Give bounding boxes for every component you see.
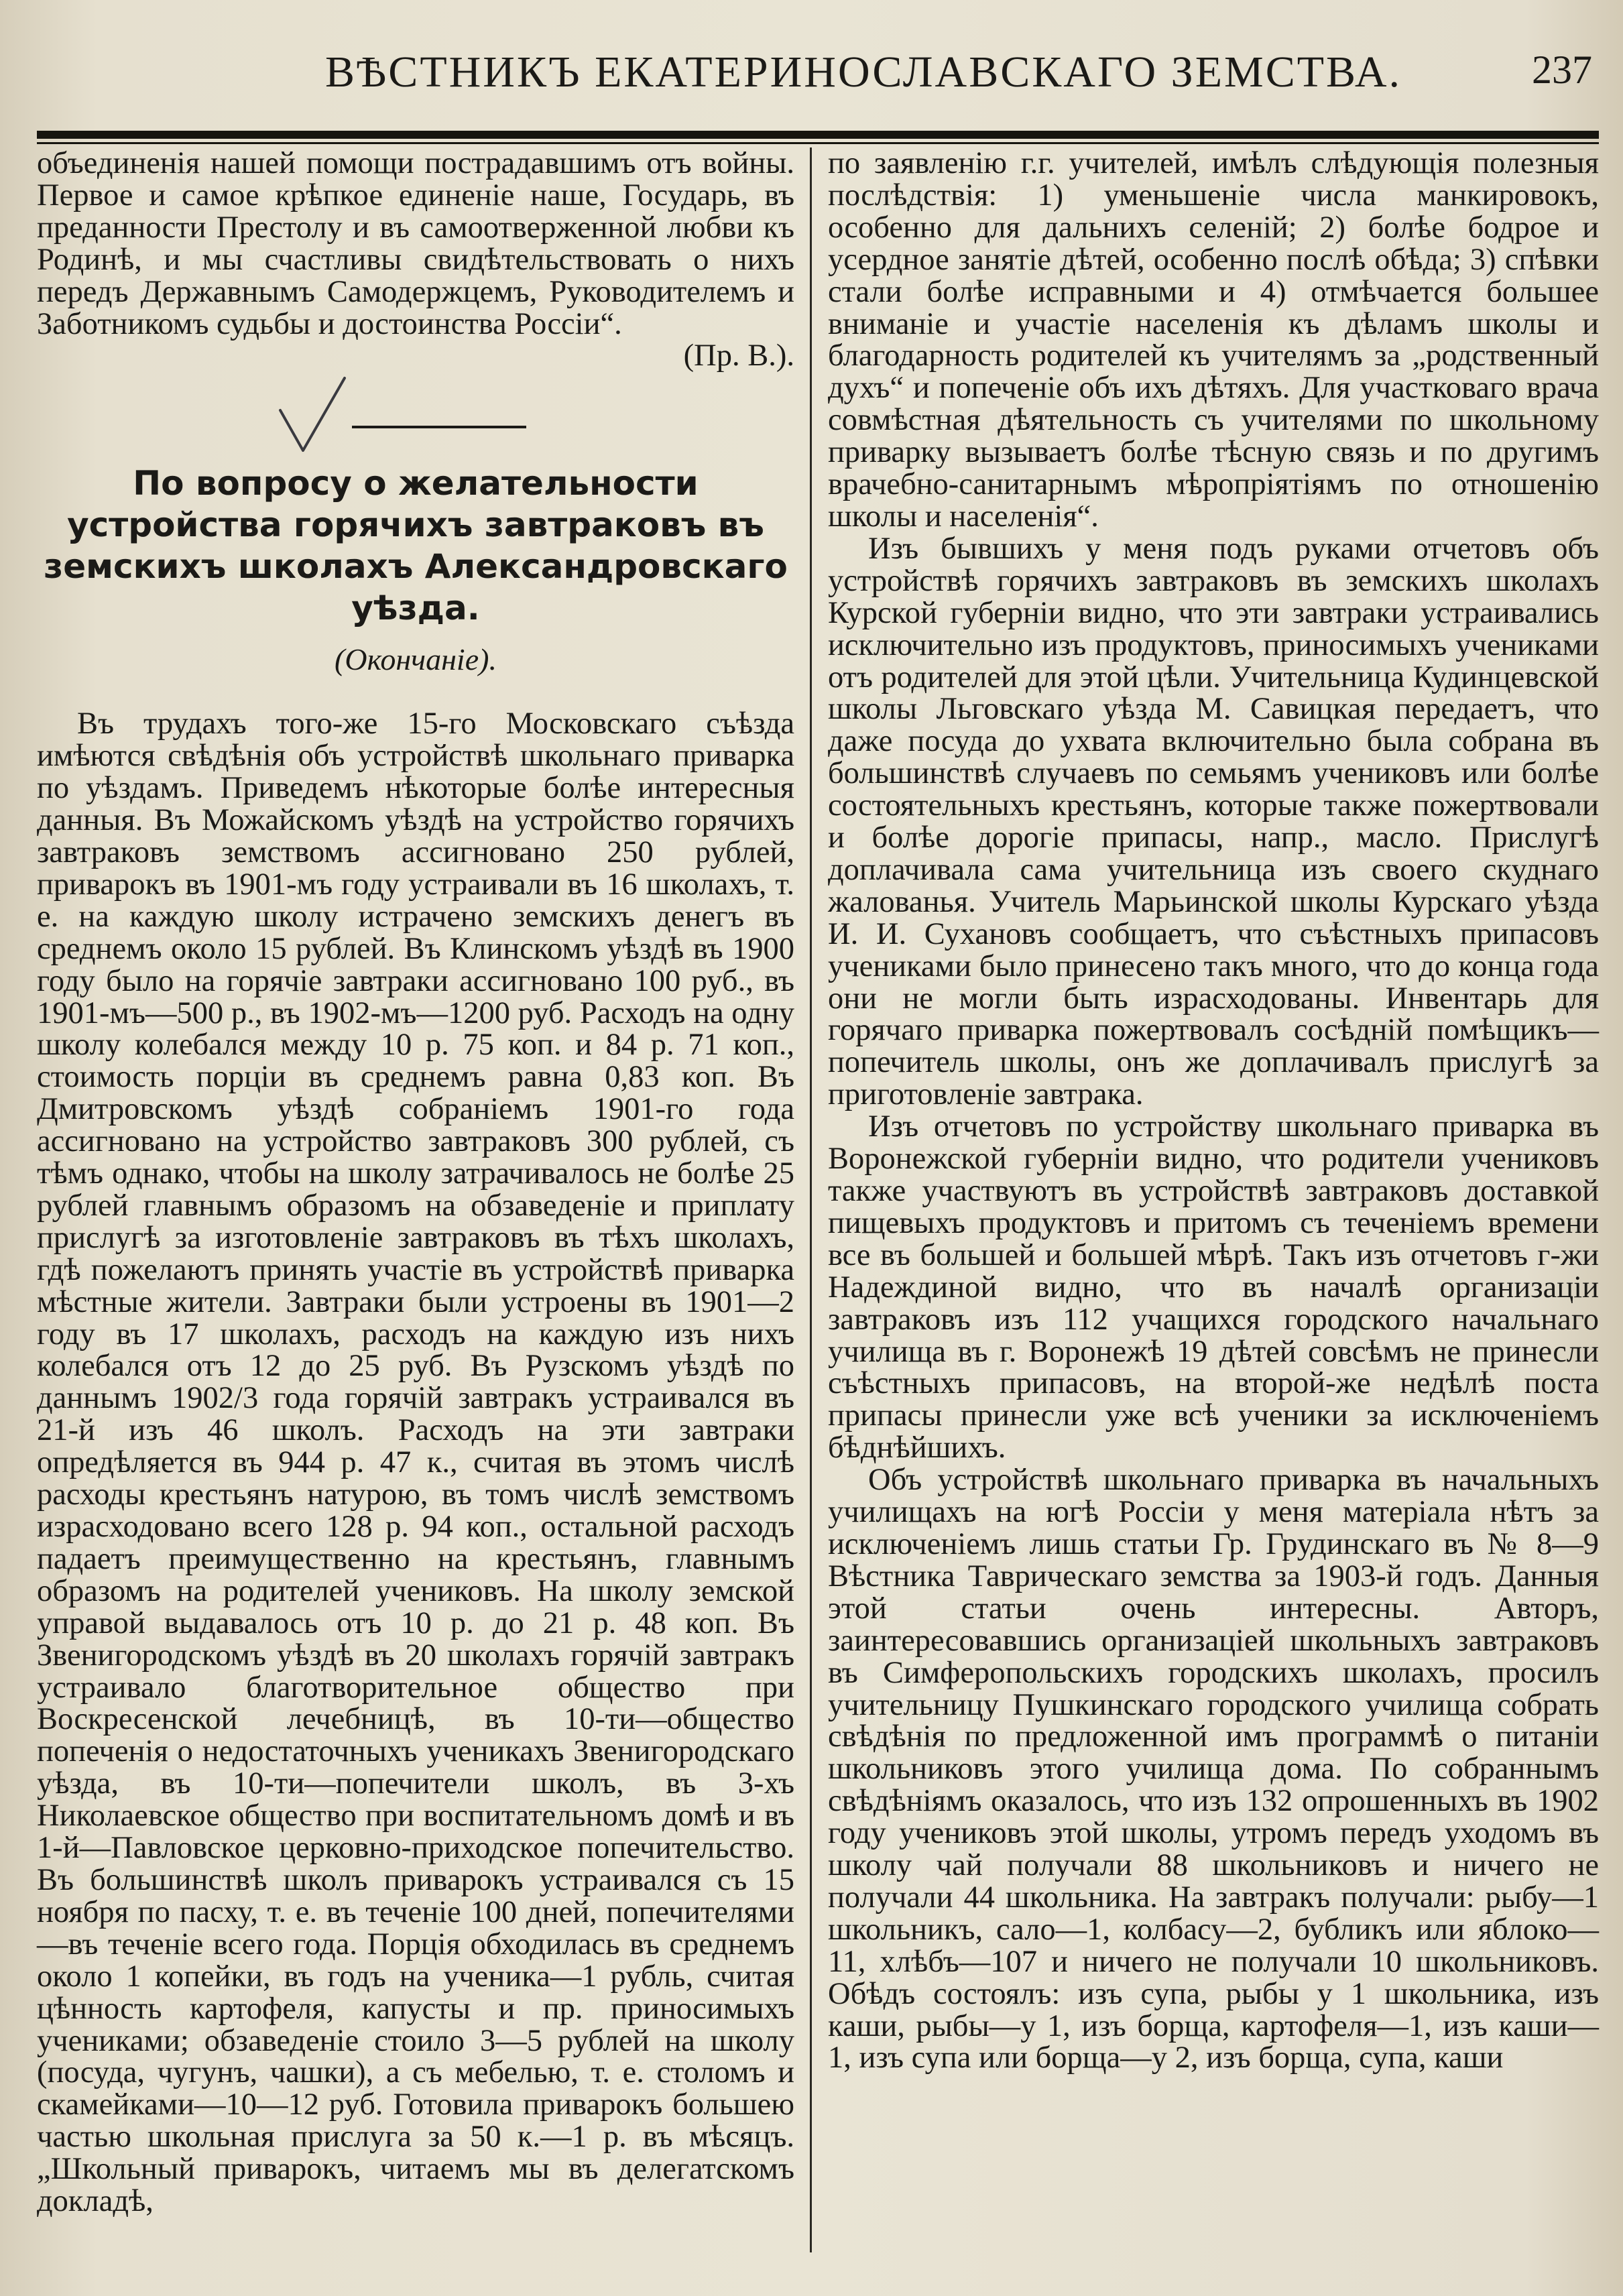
- left-column: [37, 147, 794, 2218]
- prev-article-tail: объединенія нашей помощи пострадавшимъ отъ войны. Первое и самое крѣпкое единеніе наше, Государь, въ преданности Престолу и въ самоотверженной любви къ Родинѣ, и мы счастливы свидѣтельствовать о нихъ передъ Державнымъ Самодержцемъ, Руководителемъ и Заботникомъ судьбы и достоинства Россіи“.: [37, 146, 794, 341]
- page-number: 237: [1532, 48, 1592, 92]
- article-title: По вопросу о желательности устройства горячихъ завтраковъ въ земскихъ школахъ Александровскаго уѣзда.: [44, 464, 788, 628]
- article-paragraph: Изъ отчетовъ по устройству школьнаго приварка въ Воронежской губерніи видно, что родители учениковъ также участвуютъ въ устройствѣ завтраковъ доставкой пищевыхъ продуктовъ и притомъ съ теченіемъ времени все въ большей и большей мѣрѣ. Такъ изъ отчетовъ г-жи Надеждиной видно, что въ началѣ организаціи завтраковъ изъ 112 учащихся городского начальнаго училища въ г. Воронежѣ 19 дѣтей совсѣмъ не принесли съѣстныхъ припасовъ, на второй-же недѣлѣ поста припасы принесли уже всѣ ученики за исключеніемъ бѣднѣйшихъ.: [828, 1109, 1599, 1465]
- journal-title: ВѢСТНИКЪ ЕКАТЕРИНОСЛАВСКАГО ЗЕМСТВА.: [325, 48, 1402, 97]
- prev-article-signature: (Пр. В.).: [683, 339, 794, 373]
- handwritten-checkmark: [275, 375, 349, 456]
- header-rule-thin: [37, 142, 1599, 144]
- separator-rule: [352, 426, 526, 428]
- article-paragraph: Въ трудахъ того-же 15-го Московскаго съѣзда имѣются свѣдѣнія объ устройствѣ школьнаго приварка по уѣздамъ. Приведемъ нѣкоторые болѣе интересныя данныя. Въ Можайскомъ уѣздѣ на устройство горячихъ завтраковъ земствомъ ассигновано 250 рублей, приварокъ въ 1901-мъ году устраивали въ 16 школахъ, т. е. на каждую школу истрачено земскихъ денегъ въ среднемъ около 15 рублей. Въ Клинскомъ уѣздѣ въ 1900 году было на горячіе завтраки ассигновано 100 руб., въ 1901-мъ—500 р., въ 1902-мъ—1200 руб. Расходъ на одну школу колебался между 10 р. 75 коп. и 84 р. 71 коп., стоимость порціи въ среднемъ равна 0,83 коп. Въ Дмитровскомъ уѣздѣ собраніемъ 1901-го года ассигновано на устройство завтраковъ 300 рублей, съ тѣмъ однако, чтобы на школу затрачивалось не болѣе 25 рублей главнымъ образомъ на обзаведеніе и приплату прислугѣ за изготовленіе завтраковъ въ тѣхъ школахъ, гдѣ пожелаютъ принять участіе въ устройствѣ приварка мѣстные жители. Завтраки были устроены въ 1901—2 году въ 17 школахъ, расходъ на каждую изъ нихъ колебался отъ 12 до 25 руб. Въ Рузскомъ уѣздѣ по даннымъ 1902/3 года горячій завтракъ устраивался въ 21-й изъ 46 школъ. Расходъ на эти завтраки опредѣляется въ 944 р. 47 к., считая въ этомъ числѣ расходы крестьянъ натурою, въ томъ числѣ земствомъ израсходовано всего 128 р. 94 коп., остальной расходъ падаетъ преимущественно на крестьянъ, главнымъ образомъ на родителей учениковъ. На школу земской управой выдавалось отъ 10 р. до 21 р. 48 коп. Въ Звенигородскомъ уѣздѣ въ 20 школахъ горячій завтракъ устраивало благотворительное общество при Воскресенской лечебницѣ, въ 10-ти—общество попеченія о недостаточныхъ ученикахъ Звенигородскаго уѣзда, въ 10-ти—попечители школъ, въ 3-хъ Николаевское общество при воспитательномъ домѣ и въ 1-й—Павловское церковно-приходское попечительство. Въ большинствѣ школъ приварокъ устраивался съ 15 ноября по пасху, т. е. въ теченіе 100 дней, попечителями—въ теченіе всего года. Порція обходилась въ среднемъ около 1 копейки, въ годъ на ученика—1 рубль, считая цѣнность картофеля, капусты и пр. приносимыхъ учениками; обзаведеніе стоило 3—5 рублей на школу (посуда, чугунъ, чашки), а съ мебелью, т. е. столомъ и скамейками—10—12 руб. Готовила приварокъ большею частью школьная прислуга за 50 к.—1 р. въ мѣсяцъ. „Школьный приварокъ, читаемъ мы въ делегатскомъ докладѣ,: [37, 707, 794, 2219]
- article-paragraph: по заявленію г.г. учителей, имѣлъ слѣдующія полезныя послѣдствія: 1) уменьшеніе числа манкировокъ, особенно для дальнихъ селеній; 2) болѣе бодрое и усердное занятіе дѣтей, особенно послѣ обѣда; 3) спѣвки стали болѣе исправными и 4) отмѣчается большее вниманіе и участіе населенія къ дѣламъ школы и благодарность родителей къ учителямъ за „родственный духъ“ и попеченіе объ ихъ дѣтяхъ. Для участковаго врача совмѣстная дѣятельность съ учителями по школьному приварку вызываетъ болѣе тѣсную связь и по другимъ врачебно-санитарнымъ мѣропріятіямъ по отношенію школы и населенія“.: [828, 146, 1599, 534]
- header-rule-thick: [37, 131, 1599, 139]
- right-column: [828, 147, 1599, 2074]
- article-separator: [37, 372, 794, 463]
- column-divider: [810, 147, 812, 2252]
- article-paragraph: Объ устройствѣ школьнаго приварка въ начальныхъ училищахъ на югѣ Россіи у меня матеріала нѣтъ за исключеніемъ лишь статьи Гр. Грудинскаго въ № 8—9 Вѣстника Таврическаго земства за 1903-й годъ. Данныя этой статьи очень интересны. Авторъ, заинтересовавшись организаціей школьныхъ завтраковъ въ Симферопольскихъ городскихъ школахъ, просилъ учительницу Пушкинскаго городского училища собрать свѣдѣнія по предложенной имъ программѣ о питаніи школьниковъ этого училища дома. По собраннымъ свѣдѣніямъ оказалось, что изъ 132 опрошенныхъ въ 1902 году учениковъ этой школы, утромъ передъ уходомъ въ школу чай получали 88 школьниковъ и ничего не получали 44 школьника. На завтракъ получали: рыбу—1 школьникъ, сало—1, колбасу—2, бубликъ или яблоко—11, хлѣбъ—107 и ничего не получали 10 школьниковъ. Обѣдъ состоялъ: изъ супа, рыбы у 1 школьника, изъ каши, рыбы—у 1, изъ борща, картофеля—1, изъ каши—1, изъ супа или борща—у 2, изъ борща, супа, каши: [828, 1463, 1599, 2075]
- article-subtitle: (Окончаніе).: [335, 642, 497, 677]
- page-header: [37, 40, 1599, 114]
- article-paragraph: Изъ бывшихъ у меня подъ руками отчетовъ объ устройствѣ горячихъ завтраковъ въ земскихъ школахъ Курской губерніи видно, что эти завтраки устраивались исключительно изъ продуктовъ, приносимыхъ учениками отъ родителей для этой цѣли. Учительница Кудинцевской школы Льговскаго уѣзда М. Савицкая передаетъ, что даже посуда до ухвата включительно была собрана въ большинствѣ случаевъ по семьямъ учениковъ или болѣе состоятельныхъ крестьянъ, которые также пожертвовали и болѣе дорогіе припасы, напр., масло. Прислугѣ доплачивала сама учительница изъ своего скуднаго жалованья. Учитель Марьинской школы Курскаго уѣзда И. И. Сухановъ сообщаетъ, что съѣстныхъ припасовъ учениками было принесено такъ много, что до конца года они не могли быть израсходованы. Инвентарь для горячаго приварка пожертвовалъ сосѣдній помѣщикъ—попечитель школы, онъ же доплачивалъ прислугѣ за приготовленіе завтрака.: [828, 531, 1599, 1112]
